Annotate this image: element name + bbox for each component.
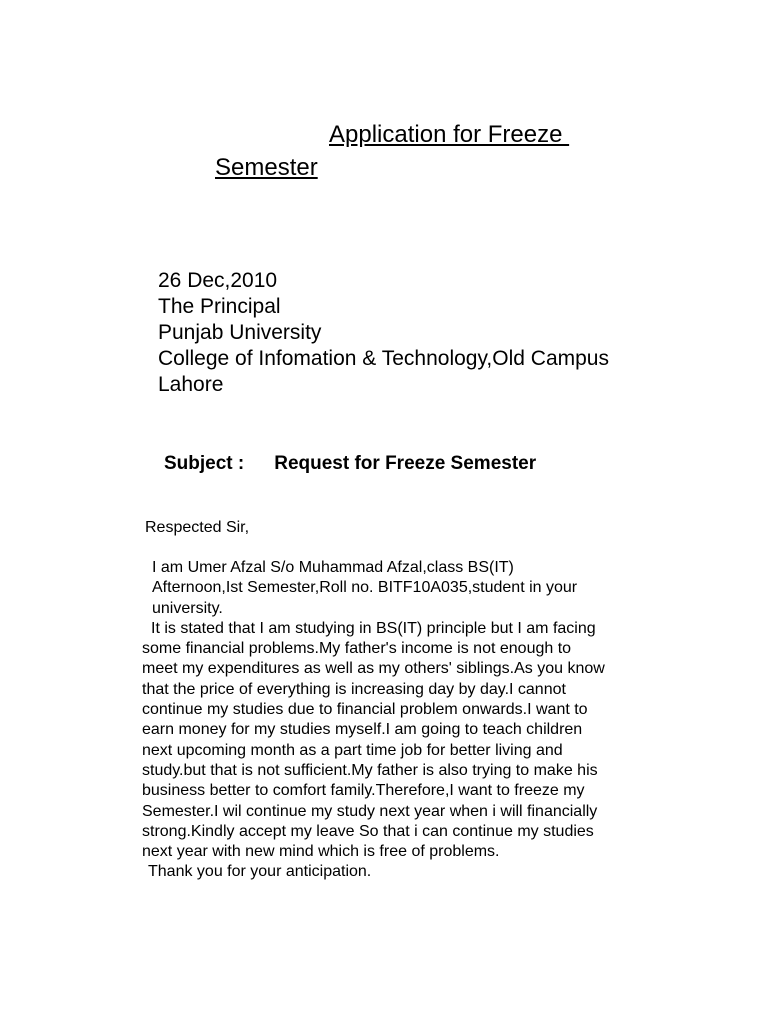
address-block: [158, 268, 609, 398]
body-line: earn money for my studies myself.I am going to teach children: [142, 721, 583, 739]
recipient-university: Punjab University: [158, 321, 322, 344]
body-line: business better to comfort family.Therefore,I want to freeze my: [142, 782, 585, 800]
title-line-1: Application for Freeze: [329, 121, 570, 148]
recipient-city: Lahore: [158, 373, 224, 396]
body-line: Semester.I wil continue my study next year when i will financially: [142, 802, 598, 820]
body-line: next year with new mind which is free of problems.: [142, 843, 500, 861]
body-line: continue my studies due to financial problem onwards.I want to: [142, 701, 588, 719]
body-line: next upcoming month as a part time job for better living and: [142, 741, 563, 759]
subject-text: Request for Freeze Semester: [274, 453, 537, 474]
salutation: Respected Sir,: [145, 519, 250, 536]
recipient-title: The Principal: [158, 295, 281, 318]
body-line: It is stated that I am studying in BS(IT) principle but I am facing: [151, 619, 596, 637]
body-line: university.: [152, 599, 223, 617]
body-line: study.but that is not sufficient.My father is also trying to make his: [142, 761, 598, 779]
body-line: meet my expenditures as well as my others' siblings.As you know: [142, 660, 605, 678]
closing-line: Thank you for your anticipation.: [148, 863, 372, 881]
title-line-2: Semester: [215, 154, 318, 181]
letter-body: [142, 558, 605, 883]
subject-label: Subject :: [164, 453, 245, 474]
body-line: Afternoon,Ist Semester,Roll no. BITF10A035,student in your: [152, 579, 578, 597]
body-line: I am Umer Afzal S/o Muhammad Afzal,class BS(IT): [152, 559, 514, 576]
body-line: some financial problems.My father's income is not enough to: [142, 640, 572, 658]
recipient-college: College of Infomation & Technology,Old Campus: [158, 347, 609, 370]
body-line: strong.Kindly accept my leave So that i can continue my studies: [142, 822, 594, 840]
body-line: that the price of everything is increasing day by day.I cannot: [142, 680, 566, 698]
date-line: 26 Dec,2010: [158, 269, 278, 292]
subject-line: [164, 452, 536, 476]
